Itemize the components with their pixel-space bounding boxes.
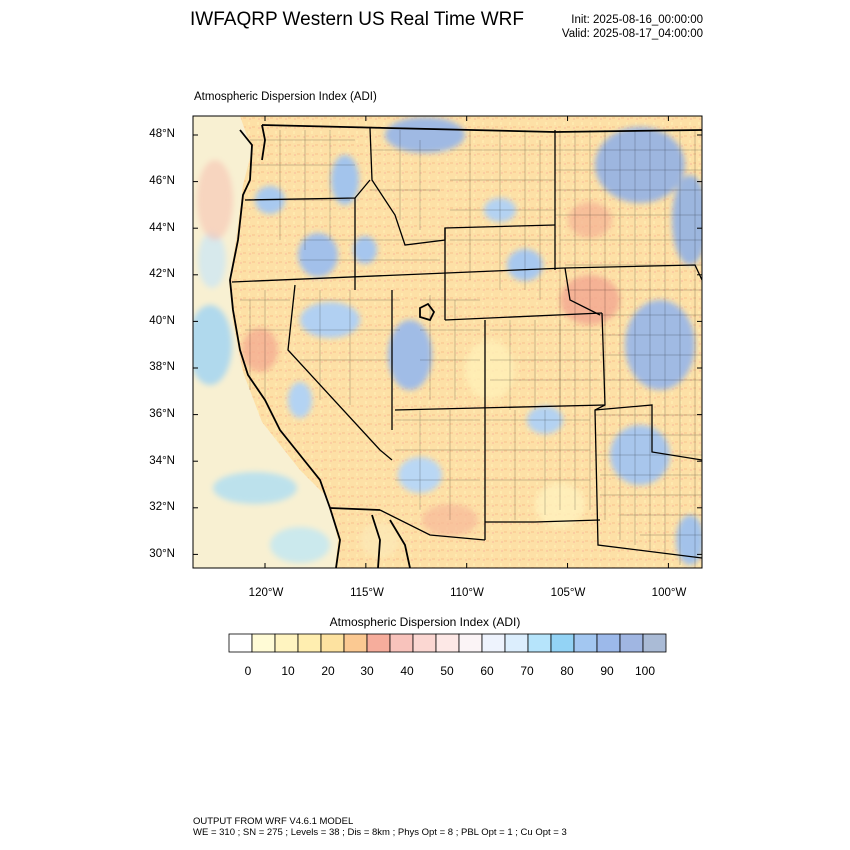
adi-yellow-patch <box>465 340 515 400</box>
footer-line-2: WE = 310 ; SN = 275 ; Levels = 38 ; Dis = 8km ; Phys Opt = 8 ; PBL Opt = 1 ; Cu Opt = 3 <box>193 827 567 838</box>
adi-blue-patch <box>353 236 377 264</box>
colorbar-tick-label: 70 <box>520 664 534 678</box>
lat-label: 46°N <box>149 175 175 187</box>
colorbar-tick-label: 40 <box>400 664 414 678</box>
lat-label: 40°N <box>149 315 175 327</box>
colorbar-cell <box>367 634 390 652</box>
colorbar-tick-label: 60 <box>480 664 494 678</box>
colorbar-cell <box>252 634 275 652</box>
colorbar-cell <box>505 634 528 652</box>
colorbar-cell <box>275 634 298 652</box>
colorbar-cell <box>643 634 666 652</box>
lat-label: 34°N <box>149 455 175 467</box>
colorbar-tick-label: 10 <box>281 664 295 678</box>
colorbar-cell <box>321 634 344 652</box>
adi-blue-patch <box>672 175 708 265</box>
adi-blue-patch <box>288 382 312 418</box>
lat-label: 32°N <box>149 501 175 513</box>
colorbar-cell <box>528 634 551 652</box>
colorbar-tick-label: 100 <box>634 664 656 678</box>
colorbar-cell <box>620 634 643 652</box>
colorbar-cell <box>551 634 574 652</box>
panel-title: Atmospheric Dispersion Index (ADI) <box>194 91 377 103</box>
lat-label: 36°N <box>149 408 175 420</box>
colorbar-tick-label: 80 <box>560 664 574 678</box>
colorbar-cell <box>229 634 252 652</box>
lat-label: 42°N <box>149 268 175 280</box>
footer-line-1: OUTPUT FROM WRF V4.6.1 MODEL <box>193 816 354 827</box>
valid-time: Valid: 2025-08-17_04:00:00 <box>561 28 703 40</box>
ocean-blue-patch <box>198 232 226 288</box>
colorbar-cell <box>298 634 321 652</box>
model-info-footer <box>193 816 567 838</box>
colorbar-cell <box>413 634 436 652</box>
adi-red-patch <box>242 328 278 372</box>
ocean-pink-patch <box>197 160 233 240</box>
lon-label: 120°W <box>248 587 284 599</box>
colorbar-cell <box>574 634 597 652</box>
colorbar-tick-label: 50 <box>440 664 454 678</box>
colorbar-tick-label: 0 <box>244 664 252 678</box>
colorbar-cell <box>436 634 459 652</box>
lat-label: 30°N <box>149 548 175 560</box>
adi-blue-patch <box>385 117 465 153</box>
plot-title: IWFAQRP Western US Real Time WRF <box>190 9 524 30</box>
colorbar-cell <box>482 634 505 652</box>
colorbar-tick-label: 30 <box>360 664 374 678</box>
lon-label: 105°W <box>550 587 586 599</box>
colorbar-cell <box>390 634 413 652</box>
lon-label: 100°W <box>651 587 687 599</box>
colorbar-title: Atmospheric Dispersion Index (ADI) <box>329 615 521 629</box>
colorbar-cell <box>597 634 620 652</box>
colorbar-cell <box>344 634 367 652</box>
adi-blue-patch <box>625 300 695 390</box>
colorbar-tick-label: 90 <box>600 664 614 678</box>
ocean-blue-patch <box>188 305 232 385</box>
adi-blue-patch <box>595 127 685 203</box>
ocean-blue-patch <box>270 527 330 563</box>
ocean-blue-patch <box>213 472 297 504</box>
colorbar <box>228 633 668 655</box>
adi-blue-patch <box>388 320 432 390</box>
lon-label: 115°W <box>350 587 384 599</box>
lat-label: 38°N <box>149 361 175 373</box>
adi-blue-patch <box>298 233 338 277</box>
colorbar-tick-label: 20 <box>321 664 335 678</box>
lat-label: 44°N <box>149 222 175 234</box>
init-time: Init: 2025-08-16_00:00:00 <box>571 14 703 26</box>
adi-blue-patch <box>300 302 360 338</box>
colorbar-cell <box>459 634 482 652</box>
lat-label: 48°N <box>149 128 175 140</box>
lon-label: 110°W <box>450 587 484 599</box>
